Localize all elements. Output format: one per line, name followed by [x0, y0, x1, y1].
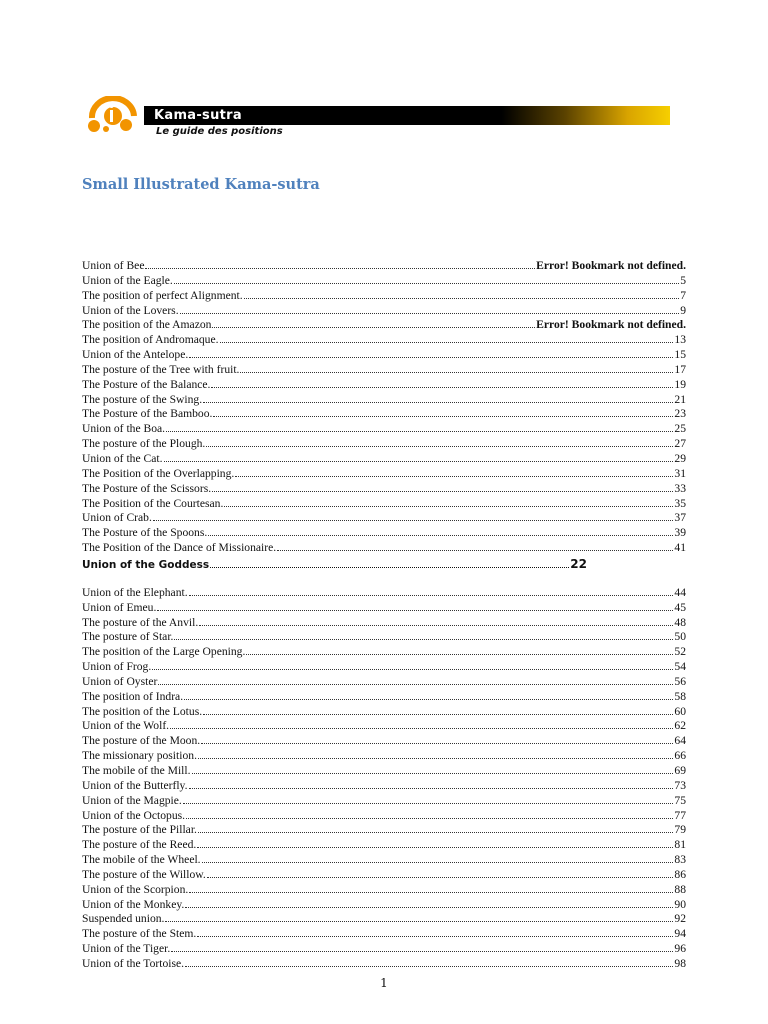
- toc-dot-leader: [158, 674, 673, 685]
- toc-entry-page: 23: [674, 407, 686, 421]
- toc-entry-label: The posture of the Tree with fruit.: [82, 362, 240, 376]
- toc-entry-label: The position of the Amazon: [82, 318, 212, 332]
- toc-entry-label: The Posture of the Balance.: [82, 377, 211, 391]
- toc-entry-label: The posture of the Anvil.: [82, 615, 199, 629]
- toc-entry[interactable]: [82, 956, 686, 971]
- toc-entry[interactable]: [82, 778, 686, 793]
- toc-entry[interactable]: [82, 763, 686, 778]
- toc-entry-label: Union of the Eagle.: [82, 273, 173, 287]
- toc-dot-leader: [185, 956, 673, 967]
- toc-entry[interactable]: [82, 837, 686, 852]
- toc-dot-leader: [164, 451, 674, 462]
- toc-entry-page: 86: [674, 867, 686, 881]
- toc-dot-leader: [211, 377, 673, 388]
- toc-dot-leader: [206, 436, 673, 447]
- toc-entry[interactable]: [82, 822, 686, 837]
- toc-entry[interactable]: [82, 406, 686, 421]
- toc-entry-label: Union of the Wolf.: [82, 719, 170, 733]
- toc-dot-leader: [192, 763, 674, 774]
- toc-entry[interactable]: [82, 510, 686, 525]
- toc-entry-label: Union of Frog.: [82, 660, 152, 674]
- orange-circle-logo-icon: [82, 96, 144, 136]
- toc-entry[interactable]: [82, 540, 686, 555]
- toc-entry[interactable]: [82, 288, 686, 303]
- toc-entry[interactable]: [82, 852, 686, 867]
- toc-dot-leader: [210, 558, 569, 568]
- toc-entry-page: 22: [570, 556, 587, 571]
- toc-entry-page: 52: [674, 645, 686, 659]
- toc-entry[interactable]: [82, 585, 686, 600]
- toc-entry-label: The posture of the Reed.: [82, 838, 197, 852]
- toc-dot-leader: [208, 525, 673, 536]
- logo-subtitle: Le guide des positions: [156, 126, 283, 137]
- toc-entry-label: The missionary position.: [82, 749, 197, 763]
- toc-entry[interactable]: [82, 600, 686, 615]
- toc-entry-label: The Posture of the Spoons.: [82, 526, 208, 540]
- toc-entry-label: The posture of the Moon.: [82, 734, 201, 748]
- toc-dot-leader: [224, 496, 673, 507]
- toc-entry-label: The Position of the Courtesan.: [82, 496, 224, 510]
- toc-entry[interactable]: [82, 808, 686, 823]
- toc-entry[interactable]: [82, 674, 686, 689]
- toc-entry[interactable]: [82, 733, 686, 748]
- toc-dot-leader: [220, 332, 674, 343]
- toc-dot-leader: [202, 852, 674, 863]
- toc-entry-page: 35: [674, 496, 686, 510]
- toc-entry[interactable]: [82, 303, 686, 318]
- toc-dot-leader: [240, 362, 673, 373]
- toc-entry-page: 92: [674, 912, 686, 926]
- toc-dot-leader: [203, 392, 673, 403]
- toc-entry-page: 19: [674, 377, 686, 391]
- toc-entry-label: The mobile of the Wheel.: [82, 853, 201, 867]
- toc-entry-page: 94: [674, 927, 686, 941]
- toc-entry[interactable]: [82, 525, 686, 540]
- toc-entry-label: Suspended union.: [82, 912, 165, 926]
- toc-entry-page: 39: [674, 526, 686, 540]
- toc-entry-label: Union of Oyster: [82, 674, 158, 688]
- toc-dot-leader: [189, 882, 673, 893]
- toc-dot-leader: [174, 273, 679, 284]
- toc-entry[interactable]: [82, 941, 686, 956]
- toc-entry-page: 75: [674, 793, 686, 807]
- toc-dot-leader: [201, 733, 673, 744]
- toc-entry[interactable]: [82, 659, 686, 674]
- toc-entry[interactable]: [82, 436, 686, 451]
- toc-entry-page: 29: [674, 451, 686, 465]
- toc-dot-leader: [165, 911, 673, 922]
- toc-entry-page: 21: [674, 392, 686, 406]
- toc-entry-goddess[interactable]: [82, 555, 587, 573]
- toc-dot-leader: [152, 659, 673, 670]
- toc-entry[interactable]: [82, 466, 686, 481]
- toc-dot-leader: [212, 317, 535, 328]
- toc-dot-leader: [170, 718, 673, 729]
- toc-entry[interactable]: [82, 718, 686, 733]
- toc-entry-label: Union of the Boa.: [82, 422, 166, 436]
- toc-entry[interactable]: [82, 629, 686, 644]
- toc-entry-label: The Position of the Dance of Missionaire.: [82, 541, 277, 555]
- toc-entry-label: Union of the Cat.: [82, 451, 163, 465]
- logo-title: Kama-sutra: [154, 108, 242, 123]
- toc-dot-leader: [198, 748, 673, 759]
- toc-dot-leader: [197, 837, 673, 848]
- toc-entry-page: 54: [674, 660, 686, 674]
- toc-entry-page: 69: [674, 764, 686, 777]
- toc-entry-label: Union of the Tortoise.: [82, 956, 185, 970]
- toc-entry-label: Union of Emeu.: [82, 600, 157, 614]
- toc-entry-page: Error! Bookmark not defined.: [536, 318, 686, 332]
- document-title: Small Illustrated Kama-sutra: [82, 176, 320, 193]
- toc-entry[interactable]: [82, 867, 686, 882]
- toc-dot-leader: [189, 585, 674, 596]
- toc-entry-page: 90: [674, 897, 686, 911]
- toc-entry-label: Union of the Octopus.: [82, 808, 186, 822]
- toc-entry-page: Error! Bookmark not defined.: [536, 259, 686, 272]
- toc-entry-label: The position of the Lotus.: [82, 704, 203, 718]
- toc-entry-page: 45: [674, 600, 686, 614]
- toc-dot-leader: [145, 258, 535, 269]
- toc-entry-page: 5: [680, 273, 686, 287]
- toc-entry[interactable]: [82, 258, 686, 273]
- toc-dot-leader: [199, 615, 673, 626]
- toc-dot-leader: [189, 347, 673, 358]
- toc-entry-page: 83: [674, 853, 686, 867]
- toc-entry[interactable]: [82, 704, 686, 719]
- toc-entry-label: Union of the Butterfly.: [82, 778, 188, 792]
- toc-entry-label: Union of the Lovers.: [82, 303, 179, 317]
- toc-entry-label: The posture of the Stem.: [82, 927, 197, 941]
- toc-dot-leader: [171, 941, 673, 952]
- toc-dot-leader: [180, 303, 680, 314]
- toc-entry[interactable]: [82, 317, 686, 332]
- toc-entry-page: 27: [674, 437, 686, 451]
- toc-entry-page: 58: [674, 689, 686, 703]
- toc-entry[interactable]: [82, 377, 686, 392]
- toc-dot-leader: [277, 540, 673, 551]
- toc-entry[interactable]: [82, 793, 686, 808]
- toc-dot-leader: [185, 897, 673, 908]
- header-logo: [82, 96, 672, 140]
- toc-entry-page: 25: [674, 422, 686, 436]
- toc-entry[interactable]: [82, 615, 686, 630]
- toc-entry-label: The posture of the Willow.: [82, 867, 206, 881]
- toc-entry-page: 64: [674, 734, 686, 748]
- toc-entry-page: 77: [674, 808, 686, 822]
- toc-entry-label: Union of Crab.: [82, 511, 152, 525]
- toc-entry-label: The posture of the Pillar.: [82, 823, 197, 837]
- toc-entry[interactable]: [82, 926, 686, 941]
- toc-entry[interactable]: [82, 451, 686, 466]
- toc-entry[interactable]: [82, 332, 686, 347]
- toc-entry-label: The Posture of the Scissors.: [82, 481, 212, 495]
- toc-dot-leader: [246, 644, 673, 655]
- toc-entry-page: 13: [674, 333, 686, 347]
- toc-dot-leader: [157, 600, 673, 611]
- toc-dot-leader: [166, 421, 673, 432]
- toc-entry-page: 15: [674, 348, 686, 362]
- toc-entry[interactable]: [82, 362, 686, 377]
- toc-entry-page: 62: [674, 719, 686, 733]
- toc-entry-page: 9: [680, 303, 686, 317]
- toc-dot-leader: [189, 778, 674, 789]
- toc-dot-leader: [184, 689, 673, 700]
- toc-entry-label: Union of the Goddess: [82, 558, 210, 571]
- toc-entry[interactable]: [82, 347, 686, 362]
- toc-entry[interactable]: [82, 273, 686, 288]
- toc-entry-label: The position of perfect Alignment.: [82, 288, 243, 302]
- toc-entry-label: The posture of the Swing.: [82, 392, 203, 406]
- toc-entry-label: The position of Indra.: [82, 689, 184, 703]
- toc-entry[interactable]: [82, 496, 686, 511]
- toc-entry-page: 37: [674, 511, 686, 525]
- toc-dot-leader: [212, 481, 673, 492]
- toc-entry-page: 81: [674, 838, 686, 852]
- toc-entry-label: Union of the Monkey.: [82, 897, 185, 911]
- toc-dot-leader: [186, 808, 673, 819]
- toc-entry-page: 50: [674, 630, 686, 644]
- toc-dot-leader: [244, 288, 680, 299]
- toc-dot-leader: [203, 704, 673, 715]
- toc-entry-page: 41: [674, 541, 686, 555]
- toc-entry-label: The posture of the Plough.: [82, 437, 206, 451]
- toc-group-1: [82, 258, 686, 555]
- toc-entry-page: 44: [674, 585, 686, 599]
- toc-dot-leader: [153, 510, 674, 521]
- toc-dot-leader: [207, 867, 674, 878]
- toc-dot-leader: [197, 926, 673, 937]
- toc-entry-label: Union of the Elephant.: [82, 585, 188, 599]
- toc-entry-page: 33: [674, 481, 686, 495]
- toc-group-2: [82, 585, 686, 971]
- toc-dot-leader: [183, 793, 674, 804]
- toc-entry-page: 7: [680, 288, 686, 302]
- toc-dot-leader: [213, 406, 673, 417]
- toc-entry-label: Union of the Antelope.: [82, 348, 189, 362]
- toc-entry-label: Union of the Tiger.: [82, 942, 171, 956]
- toc-entry[interactable]: [82, 481, 686, 496]
- toc-entry-page: 79: [674, 823, 686, 837]
- toc-dot-leader: [198, 822, 673, 833]
- toc-entry[interactable]: [82, 421, 686, 436]
- toc-entry-page: 31: [674, 466, 686, 480]
- toc-dot-leader: [235, 466, 673, 477]
- toc-entry-label: The position of Andromaque.: [82, 333, 219, 347]
- toc-entry[interactable]: [82, 911, 686, 926]
- toc-entry-label: The Posture of the Bamboo.: [82, 407, 213, 421]
- toc-entry[interactable]: [82, 748, 686, 763]
- toc-entry-page: 60: [674, 704, 686, 718]
- toc-entry[interactable]: [82, 897, 686, 912]
- toc-entry-label: The posture of Star.: [82, 630, 174, 644]
- toc-entry-label: The Position of the Overlapping.: [82, 466, 235, 480]
- toc-entry-label: Union of the Scorpion.: [82, 882, 189, 896]
- toc-entry-page: 88: [674, 882, 686, 896]
- toc-entry-page: 48: [674, 615, 686, 629]
- toc-entry-page: 17: [674, 362, 686, 376]
- page-number: 1: [380, 976, 388, 990]
- toc-entry-page: 73: [674, 778, 686, 792]
- toc-entry[interactable]: [82, 644, 686, 659]
- toc-entry-label: The position of the Large Opening.: [82, 645, 246, 659]
- toc-entry-label: Union of Bee: [82, 259, 145, 272]
- table-of-contents: [82, 258, 686, 971]
- toc-entry[interactable]: [82, 689, 686, 704]
- toc-entry[interactable]: [82, 392, 686, 407]
- toc-entry-page: 98: [674, 956, 686, 970]
- toc-entry-label: The mobile of the Mill.: [82, 764, 191, 777]
- toc-entry-page: 66: [674, 749, 686, 763]
- toc-entry-label: Union of the Magpie.: [82, 793, 182, 807]
- toc-entry-page: 56: [674, 674, 686, 688]
- toc-entry-page: 96: [674, 942, 686, 956]
- toc-entry[interactable]: [82, 882, 686, 897]
- toc-dot-leader: [174, 629, 673, 640]
